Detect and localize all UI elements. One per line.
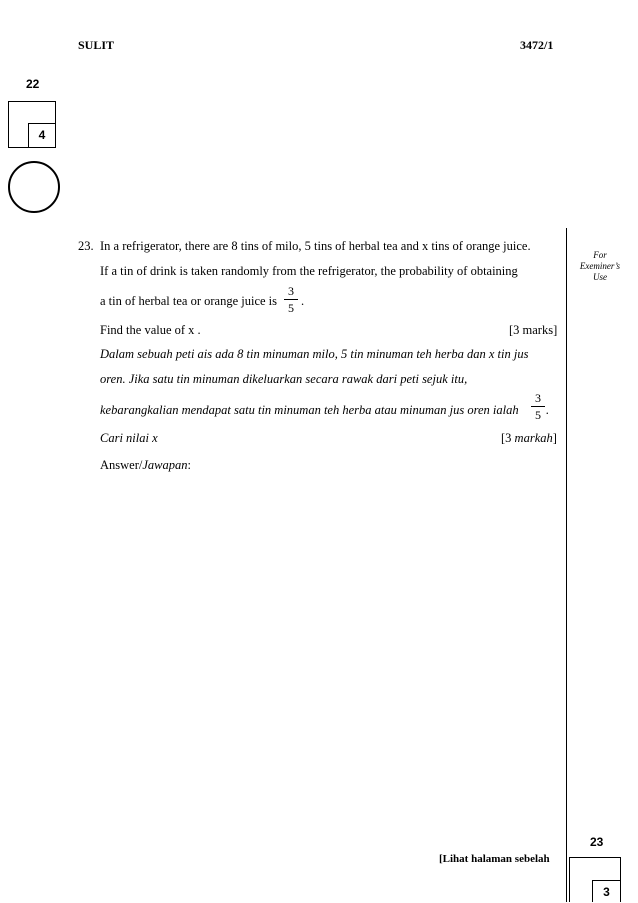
fraction-numerator-ms: 3 xyxy=(535,391,541,405)
answer-label-colon: : xyxy=(187,458,191,472)
score-value-22: 4 xyxy=(38,128,46,142)
score-box-22 xyxy=(28,123,56,148)
header-sulit: SULIT xyxy=(78,38,115,52)
header-paper-code: 3472/1 xyxy=(520,38,554,52)
question-en-line-3: a tin of herbal tea or orange juice is xyxy=(100,294,278,308)
fraction-bar xyxy=(284,299,298,300)
answer-label xyxy=(100,458,191,473)
question-en-line-1: In a refrigerator, there are 8 tins of milo, 5 tins of herbal tea and x tins of orange juice. xyxy=(100,239,531,253)
margin-question-number-23: 23 xyxy=(590,835,604,849)
ms-marks-word: markah xyxy=(514,431,553,445)
examiner-label-for: For xyxy=(593,250,607,260)
margin-question-number-22: 22 xyxy=(26,77,40,91)
score-box-23 xyxy=(592,880,621,902)
examiner-label-use: Use xyxy=(593,272,607,282)
footer-turn-page: [Lihat halaman sebelah xyxy=(439,853,550,865)
question-number: 23. xyxy=(78,239,94,253)
ms-marks-open: [3 xyxy=(501,431,515,445)
examiner-label-examiner: Exeminer’s xyxy=(579,261,621,271)
question-ms-task: Cari nilai x xyxy=(100,431,158,445)
fraction-numerator: 3 xyxy=(288,284,294,298)
question-ms-line-3: kebarangkalian mendapat satu tin minuman teh herba atau minuman jus oren ialah xyxy=(100,403,519,417)
score-value-23: 3 xyxy=(603,885,610,899)
answer-label-ms: Jawapan xyxy=(142,458,188,472)
question-ms-line-2: oren. Jika satu tin minuman dikeluarkan secara rawak dari peti sejuk itu, xyxy=(100,372,468,386)
fraction-bar-ms xyxy=(531,406,545,407)
question-en-task: Find the value of x . xyxy=(100,323,201,337)
question-en-line-3-end: . xyxy=(301,294,305,308)
question-ms-line-1: Dalam sebuah peti ais ada 8 tin minuman milo, 5 tin minuman teh herba dan x tin jus xyxy=(100,347,529,361)
question-ms-line-3-end: . xyxy=(546,403,550,417)
question-en-line-2: If a tin of drink is taken randomly from the refrigerator, the probability of obtaining xyxy=(100,264,518,278)
fraction-denominator: 5 xyxy=(288,301,294,315)
ms-marks-close: ] xyxy=(552,431,557,445)
answer-label-en: Answer/ xyxy=(100,458,143,472)
examiner-column-label xyxy=(570,250,630,283)
hole-punch-circle xyxy=(8,161,60,213)
probability-fraction-en xyxy=(284,284,298,315)
probability-fraction-ms xyxy=(531,391,545,422)
question-ms-marks xyxy=(501,431,557,446)
fraction-denominator-ms: 5 xyxy=(535,408,541,422)
question-en-marks: [3 marks] xyxy=(509,323,558,337)
examiner-column-divider xyxy=(566,228,567,902)
